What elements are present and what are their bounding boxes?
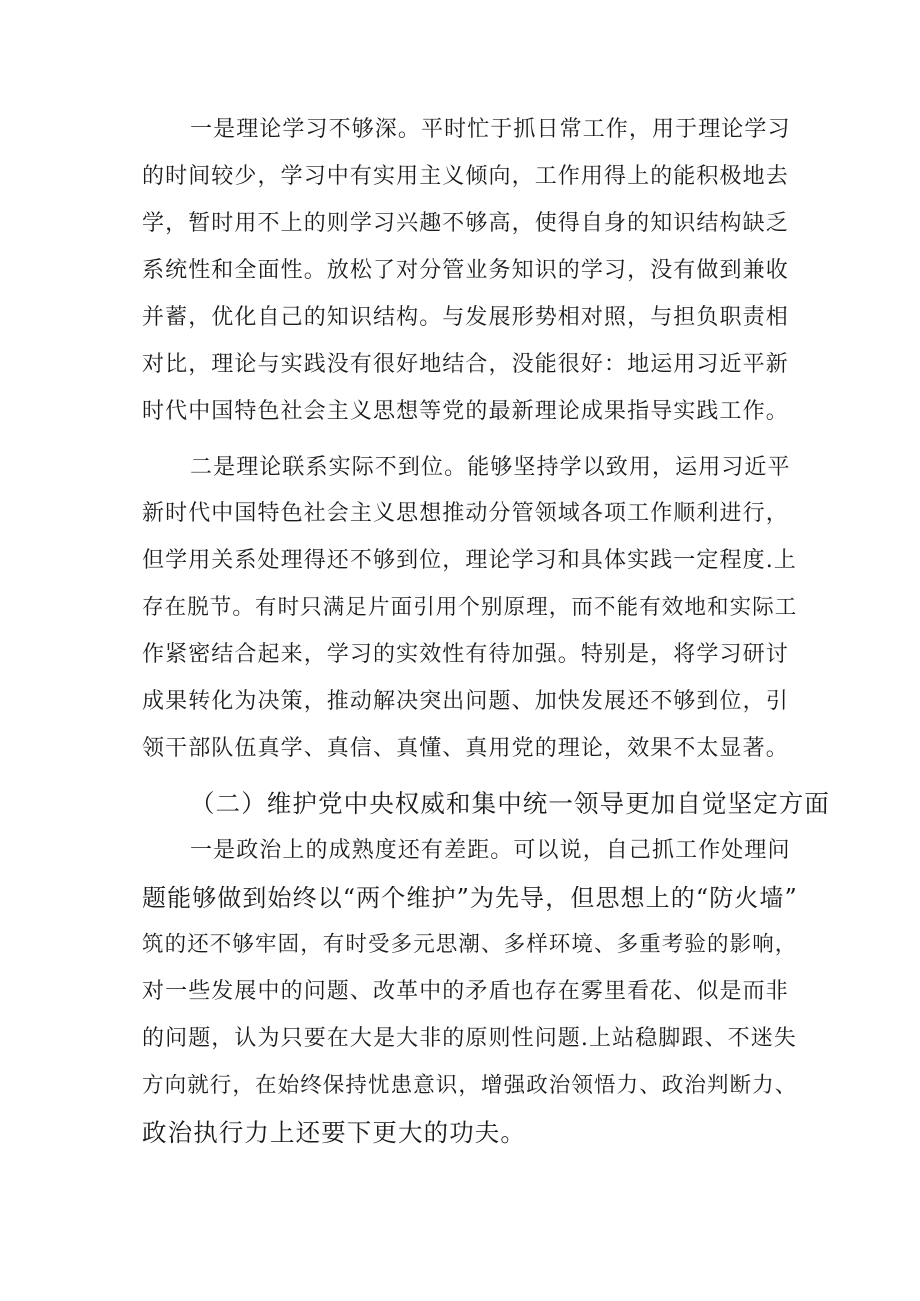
paragraph-2-line-7: 领干部队伍真学、真信、真懂、真用党的理论，效果不太显著。 <box>142 736 789 761</box>
paragraph-3-line-7: 政治执行力上还要下更大的功夫。 <box>142 1118 526 1147</box>
paragraph-3-line-3: 筑的还不够牢固，有时受多元思潮、多样环境、多重考验的影响， <box>142 932 798 957</box>
section-heading: （二）维护党中央权威和集中统一领导更加自觉坚定方面 <box>190 789 830 818</box>
paragraph-3-line-6: 方向就行，在始终保持忧患意识，增强政治领悟力、政治判断力、 <box>142 1073 798 1098</box>
paragraph-3-line-1: 一是政治上的成熟度还有差距。可以说，自己抓工作处理问 <box>190 838 791 863</box>
paragraph-1-line-4: 系统性和全面性。放松了对分管业务知识的学习，没有做到兼收 <box>142 258 789 283</box>
paragraph-3-line-5: 的问题，认为只要在大是大非的原则性问题.上站稳脚跟、不迷失 <box>142 1026 797 1051</box>
paragraph-1-line-5: 并蓄，优化自己的知识结构。与发展形势相对照，与担负职责相 <box>142 305 789 330</box>
paragraph-1-line-1: 一是理论学习不够深。平时忙于抓日常工作，用于理论学习 <box>190 117 791 142</box>
paragraph-2-line-1: 二是理论联系实际不到位。能够坚持学以致用，运用习近平 <box>190 455 791 480</box>
paragraph-2-line-3: 但学用关系处理得还不够到位，理论学习和具体实践一定程度.上 <box>142 548 797 573</box>
paragraph-1-line-3: 学，暂时用不上的则学习兴趣不够高，使得自身的知识结构缺乏 <box>142 211 789 236</box>
paragraph-1-line-2: 的时间较少，学习中有实用主义倾向，工作用得上的能积极地去 <box>142 164 789 189</box>
paragraph-2-line-2: 新时代中国特色社会主义思想推动分管领域各项工作顺利进行， <box>142 501 789 526</box>
paragraph-3-line-2: 题能够做到始终以“两个维护”为先导，但思想上的“防火墙” <box>142 884 798 912</box>
paragraph-2-line-4: 存在脱节。有时只满足片面引用个别原理，而不能有效地和实际工 <box>142 595 798 620</box>
paragraph-3-line-4: 对一些发展中的问题、改革中的矛盾也存在雾里看花、似是而非 <box>142 979 789 1004</box>
paragraph-2-line-5: 作紧密结合起来，学习的实效性有待加强。特别是，将学习研讨 <box>142 642 789 667</box>
paragraph-1-line-6: 对比，理论与实践没有很好地结合，没能很好：地运用习近平新 <box>142 352 789 377</box>
paragraph-2-line-6: 成果转化为决策，推动解决突出问题、加快发展还不够到位，引 <box>142 689 789 714</box>
paragraph-1-line-7: 时代中国特色社会主义思想等党的最新理论成果指导实践工作。 <box>142 399 789 424</box>
